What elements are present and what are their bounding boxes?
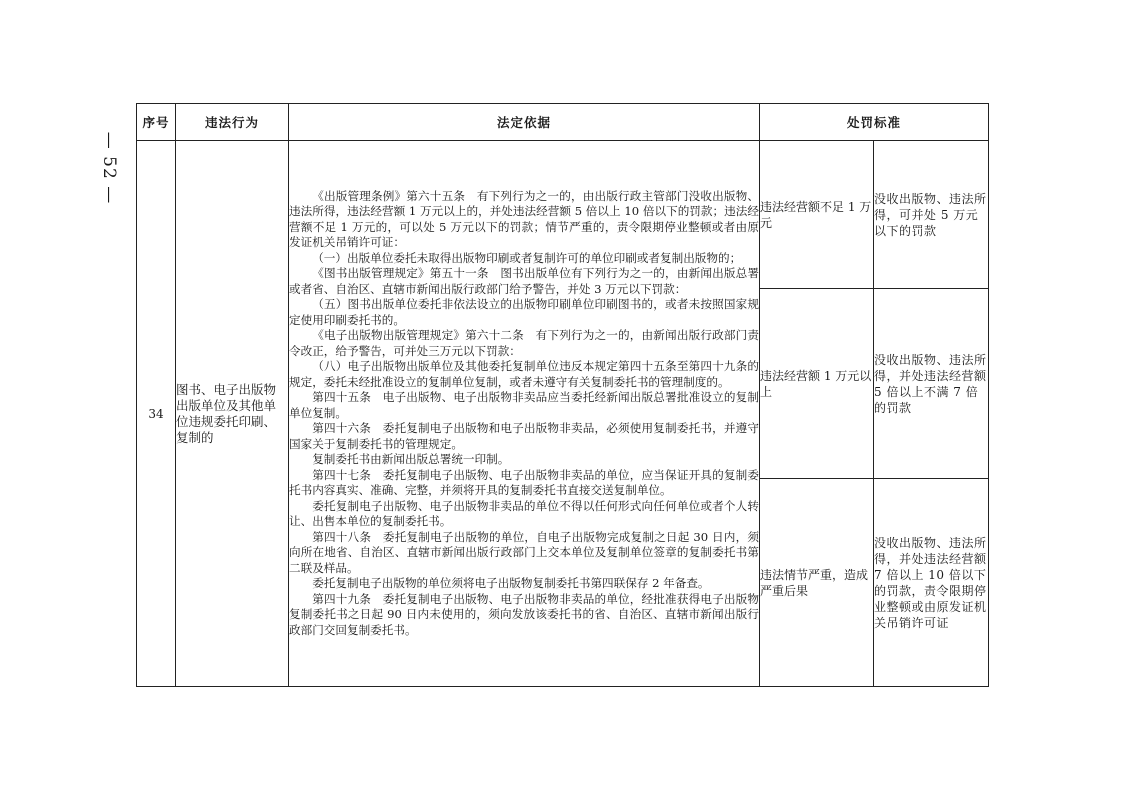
penalty-standard-2: 没收出版物、违法所得，并处违法经营额 5 倍以上不满 7 倍的罚款 <box>874 289 989 479</box>
penalty-standard-1: 没收出版物、违法所得，可并处 5 万元以下的罚款 <box>874 141 989 289</box>
row-legal-basis <box>289 141 760 687</box>
table-header-row <box>137 104 989 141</box>
basis-paragraph: 第四十六条 委托复制电子出版物和电子出版物非卖品，必须使用复制委托书，并遵守国家关于复制委托书的管理规定。 <box>289 421 759 451</box>
penalty-condition-1: 违法经营额不足 1 万元 <box>760 141 874 289</box>
basis-paragraph: （八）电子出版物出版单位及其他委托复制单位违反本规定第四十五条至第四十九条的规定，委托未经批准设立的复制单位复制，或者未遵守有关复制委托书的管理制度的。 <box>289 359 759 389</box>
basis-paragraph: （五）图书出版单位委托非依法设立的出版物印刷单位印刷图书的，或者未按照国家规定使用印刷委托书的。 <box>289 297 759 327</box>
basis-paragraph: 第四十五条 电子出版物、电子出版物非卖品应当委托经新闻出版总署批准设立的复制单位复制。 <box>289 390 759 420</box>
basis-paragraph: 第四十八条 委托复制电子出版物的单位，自电子出版物完成复制之日起 30 日内，须向所在地省、自治区、直辖市新闻出版行政部门上交本单位及复制单位签章的复制委托书第二联及样品。 <box>289 529 759 575</box>
table-row <box>137 141 989 289</box>
penalty-standard-3: 没收出版物、违法所得，并处违法经营额 7 倍以上 10 倍以下的罚款，责令限期停业整顿或由原发证机关吊销许可证 <box>874 479 989 687</box>
row-seq: 34 <box>137 141 176 687</box>
header-penalty: 处罚标准 <box>760 104 989 141</box>
header-basis: 法定依据 <box>289 104 760 141</box>
page-number-text: — 52 — <box>99 131 119 205</box>
penalty-condition-2: 违法经营额 1 万元以上 <box>760 289 874 479</box>
basis-paragraph: 《电子出版物出版管理规定》第六十二条 有下列行为之一的，由新闻出版行政部门责令改正，给予警告，可并处三万元以下罚款： <box>289 328 759 358</box>
header-violation: 违法行为 <box>176 104 289 141</box>
basis-paragraph: 委托复制电子出版物的单位须将电子出版物复制委托书第四联保存 2 年备查。 <box>312 576 710 591</box>
basis-paragraph: 复制委托书由新闻出版总署统一印制。 <box>312 452 510 467</box>
header-seq: 序号 <box>137 104 176 141</box>
basis-paragraph: 《出版管理条例》第六十五条 有下列行为之一的，由出版行政主管部门没收出版物、违法所得，违法经营额 1 万元以上的，并处违法经营额 5 倍以上 10 倍以下的罚款；违法经营额不足 1 万元的，可以处 5 万元以下的罚款；情节严重的，责令限期停业整顿或者由原发证机关吊销许可证： <box>289 188 759 250</box>
basis-paragraph: 委托复制电子出版物、电子出版物非卖品的单位不得以任何形式向任何单位或者个人转让、出售本单位的复制委托书。 <box>289 498 759 529</box>
basis-paragraph: （一）出版单位委托未取得出版物印刷或者复制许可的单位印刷或者复制出版物的； <box>312 250 742 265</box>
penalty-table <box>136 103 989 687</box>
basis-paragraph: 第四十九条 委托复制电子出版物、电子出版物非卖品的单位，经批准获得电子出版物复制委托书之日起 90 日内未使用的，须向发放该委托书的省、自治区、直辖市新闻出版行政部门交回复制委托书。 <box>289 591 759 637</box>
penalty-condition-3: 违法情节严重，造成严重后果 <box>760 479 874 687</box>
basis-paragraph: 第四十七条 委托复制电子出版物、电子出版物非卖品的单位，应当保证开具的复制委托书内容真实、准确、完整，并须将开具的复制委托书直接交送复制单位。 <box>289 467 759 498</box>
page-number <box>96 118 122 218</box>
row-violation: 图书、电子出版物出版单位及其他单位违规委托印刷、复制的 <box>176 141 289 687</box>
basis-paragraph: 《图书出版管理规定》第五十一条 图书出版单位有下列行为之一的，由新闻出版总署或者省、自治区、直辖市新闻出版行政部门给予警告，并处 3 万元以下罚款： <box>289 266 759 296</box>
